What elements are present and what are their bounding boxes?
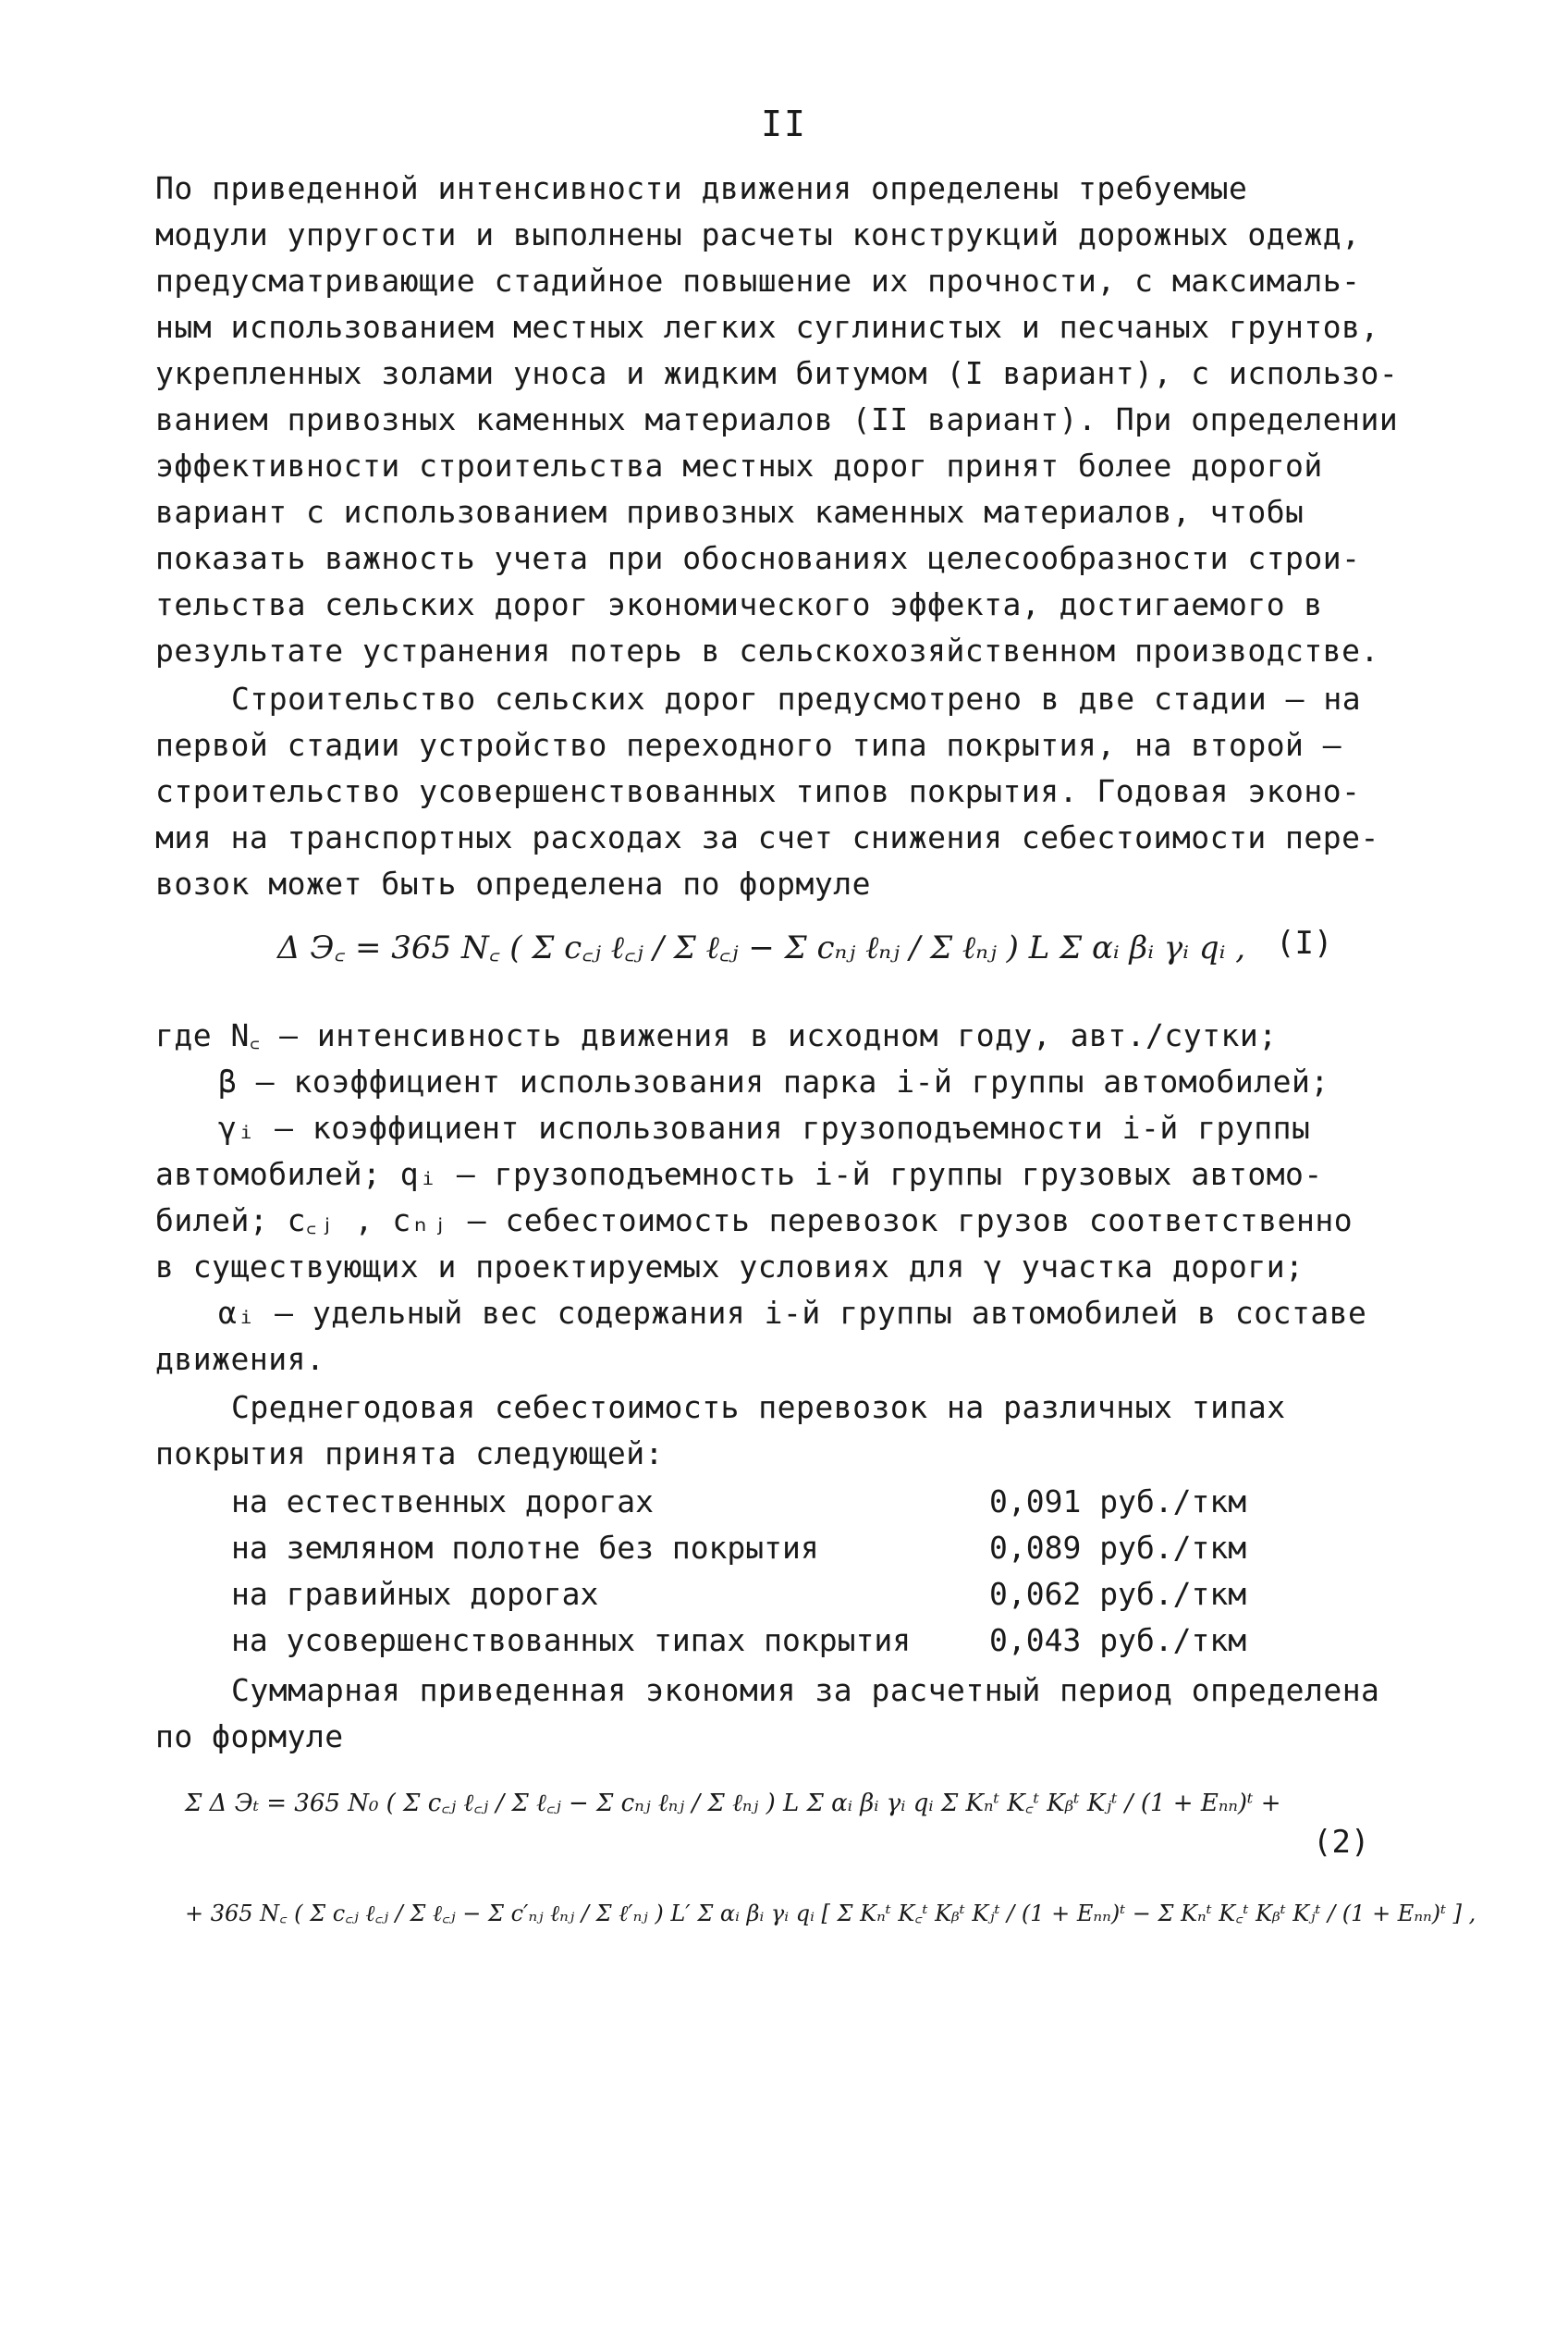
text-line: Среднегодовая себестоимость перевозок на различных типах <box>231 1389 1286 1425</box>
definition-line: γᵢ – коэффициент использования грузоподъемности i-й группы <box>218 1110 1311 1146</box>
formula-1-number: (I) <box>1276 925 1333 962</box>
formula-1: Δ Э꜀ = 365 N꜀ ( Σ c꜀ⱼ ℓ꜀ⱼ / Σ ℓ꜀ⱼ − Σ cₙⱼ ℓₙⱼ / Σ ℓₙⱼ ) L Σ αᵢ βᵢ γᵢ qᵢ , <box>277 929 1246 966</box>
definition-line: движения. <box>155 1341 325 1377</box>
cost-label: на гравийных дорогах <box>231 1576 599 1612</box>
cost-row <box>231 1576 1396 1613</box>
text-line: Суммарная приведенная экономия за расчетный период определена <box>231 1672 1380 1708</box>
text-line: результате устранения потерь в сельскохозяйственном производстве. <box>155 633 1379 669</box>
definition-line: в существующих и проектируемых условиях для γ участка дороги; <box>155 1249 1305 1285</box>
text-line: тельства сельских дорог экономического эффекта, достигаемого в <box>155 586 1323 622</box>
cost-row <box>231 1530 1396 1567</box>
text-line: модули упругости и выполнены расчеты конструкций дорожных одежд, <box>155 216 1361 252</box>
formula-2-line-1: Σ Δ Эₜ = 365 N₀ ( Σ c꜀ⱼ ℓ꜀ⱼ / Σ ℓ꜀ⱼ − Σ cₙⱼ ℓₙⱼ / Σ ℓₙⱼ ) L Σ αᵢ βᵢ γᵢ qᵢ Σ Kₙᵗ K꜀ᵗ Kᵦᵗ Kⱼᵗ / (1 + Eₙₙ)ᵗ + <box>185 1790 1281 1817</box>
text-line: предусматривающие стадийное повышение их прочности, с максималь- <box>155 263 1361 299</box>
text-line: строительство усовершенствованных типов покрытия. Годовая эконо- <box>155 773 1361 809</box>
text-line: мия на транспортных расходах за счет снижения себестоимости пере- <box>155 819 1379 855</box>
cost-row <box>231 1483 1396 1520</box>
text-line: эффективности строительства местных дорог принят более дорогой <box>155 448 1323 484</box>
formula-2-number: (2) <box>1313 1824 1370 1861</box>
cost-value: 0,091 руб./ткм <box>989 1483 1247 1519</box>
cost-value: 0,089 руб./ткм <box>989 1530 1247 1566</box>
text-line: ным использованием местных легких суглинистых и песчаных грунтов, <box>155 309 1379 345</box>
text-line: укрепленных золами уноса и жидким битумом (I вариант), с использо- <box>155 355 1399 391</box>
text-line: Строительство сельских дорог предусмотрено в две стадии – на <box>231 681 1362 717</box>
cost-value: 0,043 руб./ткм <box>989 1622 1247 1658</box>
text-line: покрытия принята следующей: <box>155 1435 664 1471</box>
text-line: По приведенной интенсивности движения определены требуемые <box>155 170 1248 206</box>
text-line: по формуле <box>155 1718 344 1754</box>
text-line: первой стадии устройство переходного типа покрытия, на второй – <box>155 727 1342 763</box>
cost-label: на усовершенствованных типах покрытия <box>231 1622 912 1658</box>
definition-line: αᵢ – удельный вес содержания i-й группы автомобилей в составе <box>218 1295 1367 1331</box>
page-number: II <box>761 104 807 144</box>
cost-label: на естественных дорогах <box>231 1483 654 1519</box>
text-line: вариант с использованием привозных каменных материалов, чтобы <box>155 494 1305 530</box>
cost-label: на земляном полотне без покрытия <box>231 1530 819 1566</box>
formula-2-line-2: + 365 N꜀ ( Σ c꜀ⱼ ℓ꜀ⱼ / Σ ℓ꜀ⱼ − Σ c′ₙⱼ ℓₙⱼ / Σ ℓ′ₙⱼ ) L′ Σ αᵢ βᵢ γᵢ qᵢ [ Σ Kₙᵗ K꜀ᵗ Kᵦᵗ Kⱼᵗ / (1 + Eₙₙ)ᵗ − Σ Kₙᵗ K꜀ᵗ Kᵦᵗ Kⱼᵗ / (1 + Eₙₙ)ᵗ ] , <box>185 1901 1476 1926</box>
text-line: возок может быть определена по формуле <box>155 866 871 902</box>
cost-value: 0,062 руб./ткм <box>989 1576 1247 1612</box>
text-line: показать важность учета при обоснованиях целесообразности строи- <box>155 540 1361 576</box>
definition-line: β – коэффициент использования парка i-й группы автомобилей; <box>218 1064 1329 1100</box>
definition-line: билей; c꜀ⱼ , cₙⱼ – себестоимость перевозок грузов соответственно <box>155 1202 1354 1238</box>
cost-row <box>231 1622 1396 1659</box>
definition-line: где N꜀ – интенсивность движения в исходном году, авт./сутки; <box>155 1017 1278 1053</box>
text-line: ванием привозных каменных материалов (II вариант). При определении <box>155 401 1399 437</box>
definition-line: автомобилей; qᵢ – грузоподъемность i-й группы грузовых автомо- <box>155 1156 1323 1192</box>
